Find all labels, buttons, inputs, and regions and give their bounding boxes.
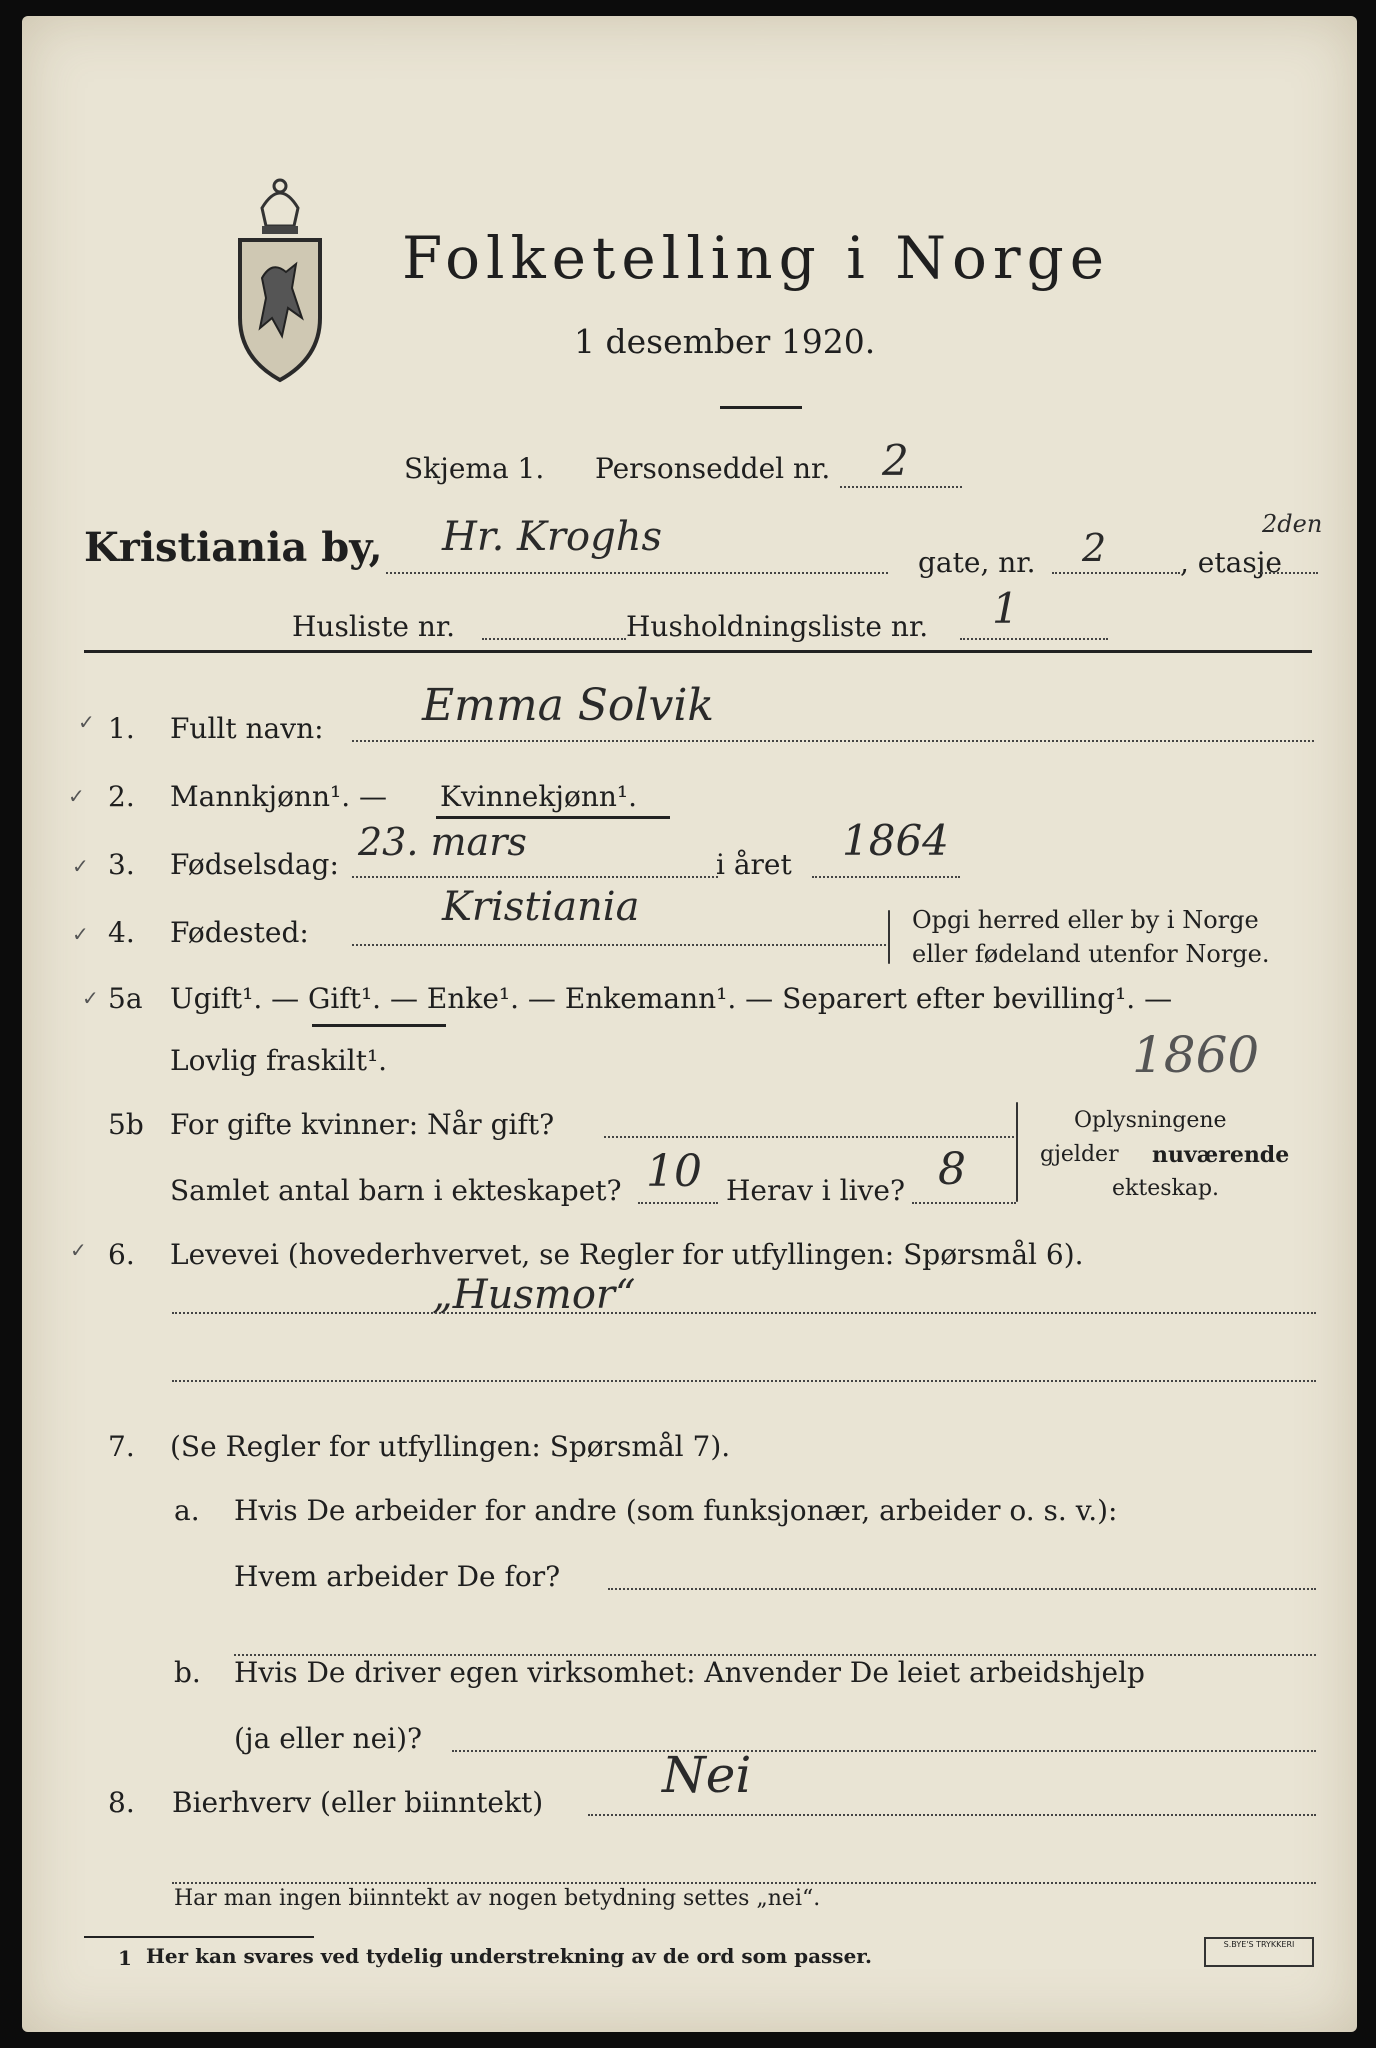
q4-note-line2: eller fødeland utenfor Norge.: [912, 940, 1270, 968]
q4-label: Fødested:: [170, 916, 309, 949]
coat-of-arms-icon: [232, 168, 328, 388]
marriage-year-note: 1860: [1132, 1026, 1260, 1084]
hired-help-field[interactable]: [452, 1750, 1316, 1752]
q6-label: Levevei (hovederhvervet, se Regler for utfyllingen: Spørsmål 6).: [170, 1238, 1084, 1271]
q5a-number: 5a: [108, 982, 143, 1015]
gate-number-field[interactable]: 2: [1082, 526, 1107, 570]
q5b-note-line2b: nuværende: [1152, 1142, 1290, 1168]
q7b-question: (ja eller nei)?: [234, 1722, 423, 1755]
q7a-text: Hvis De arbeider for andre (som funksjonær, arbeider o. s. v.):: [234, 1494, 1118, 1527]
q4-number: 4.: [108, 916, 135, 949]
q4-note-line1: Opgi herred eller by i Norge: [912, 906, 1259, 934]
alive-label: Herav i live?: [726, 1174, 905, 1207]
q5b-label: For gifte kvinner: Når gift?: [170, 1108, 555, 1141]
personseddel-number[interactable]: 2: [882, 436, 909, 485]
etasje-field[interactable]: 2den: [1262, 510, 1323, 538]
selection-underline: [436, 816, 670, 819]
q1-label: Fullt navn:: [170, 712, 324, 745]
personseddel-label: Personseddel nr.: [595, 452, 831, 485]
title-divider: [720, 406, 802, 409]
footnote-text: Her kan svares ved tydelig understrekning av de ord som passer.: [146, 1944, 872, 1968]
check-mark-icon: ✓: [82, 986, 99, 1010]
form-title: Folketelling i Norge: [402, 224, 1111, 292]
q3-label: Fødselsdag:: [170, 848, 339, 881]
q7b-letter: b.: [174, 1656, 201, 1689]
birth-year-field[interactable]: 1864: [842, 816, 949, 865]
check-mark-icon: ✓: [68, 784, 85, 808]
city-label: Kristiania by,: [84, 524, 383, 571]
printer-stamp: S.BYE'S TRYKKERI: [1204, 1937, 1314, 1967]
q5b-note-line1: Oplysningene: [1074, 1108, 1227, 1133]
birthday-field[interactable]: 23. mars: [358, 820, 527, 864]
q8-label: Bierhverv (eller biinntekt): [172, 1786, 544, 1819]
q5b-note-line2a: gjelder: [1040, 1142, 1119, 1167]
check-mark-icon: ✓: [72, 922, 89, 946]
q5b-note-line3: ekteskap.: [1112, 1176, 1220, 1201]
option-female[interactable]: Kvinnekjønn¹.: [440, 780, 638, 813]
children-label: Samlet antal barn i ekteskapet?: [170, 1174, 622, 1207]
q7b-text: Hvis De driver egen virksomhet: Anvender De leiet arbeidshjelp: [234, 1656, 1145, 1689]
husholdningsliste-label: Husholdningsliste nr.: [626, 610, 929, 643]
q7-number: 7.: [108, 1430, 135, 1463]
birthplace-field[interactable]: Kristiania: [442, 884, 640, 930]
marital-status-options[interactable]: Ugift¹. — Gift¹. — Enke¹. — Enkemann¹. — Separert efter bevilling¹. —: [170, 982, 1173, 1015]
employer-field[interactable]: [608, 1588, 1316, 1590]
occupation-field[interactable]: „Husmor“: [432, 1272, 636, 1318]
census-form-page: [22, 16, 1357, 2032]
q1-number: 1.: [108, 712, 135, 745]
check-mark-icon: ✓: [70, 1238, 87, 1262]
q7a-letter: a.: [174, 1494, 200, 1527]
year-label: i året: [716, 848, 792, 881]
marital-status-options-2[interactable]: Lovlig fraskilt¹.: [170, 1044, 388, 1077]
check-mark-icon: ✓: [78, 710, 95, 734]
husholdningsliste-field[interactable]: 1: [992, 584, 1019, 633]
street-name-field[interactable]: Hr. Kroghs: [442, 514, 663, 560]
census-date: 1 desember 1920.: [574, 322, 876, 361]
header-divider: [84, 650, 1312, 653]
q5b-number: 5b: [108, 1108, 144, 1141]
selection-underline: [312, 1024, 446, 1027]
q6-number: 6.: [108, 1238, 135, 1271]
full-name-field[interactable]: Emma Solvik: [422, 680, 715, 731]
children-alive-field[interactable]: 8: [938, 1144, 966, 1195]
side-income-field[interactable]: Nei: [662, 1746, 752, 1804]
gate-label: gate, nr.: [918, 546, 1036, 579]
children-count-field[interactable]: 10: [646, 1146, 702, 1197]
check-mark-icon: ✓: [72, 854, 89, 878]
q7a-question: Hvem arbeider De for?: [234, 1560, 561, 1593]
option-male[interactable]: Mannkjønn¹. —: [170, 780, 388, 813]
husliste-label: Husliste nr.: [292, 610, 456, 643]
q3-number: 3.: [108, 848, 135, 881]
etasje-label: , etasje: [1180, 546, 1282, 579]
footer-note: Har man ingen biinntekt av nogen betydning settes „nei“.: [174, 1886, 821, 1911]
footnote-number: 1: [118, 1946, 132, 1970]
q8-number: 8.: [108, 1786, 135, 1819]
skjema-label: Skjema 1.: [404, 452, 545, 485]
q7-label: (Se Regler for utfyllingen: Spørsmål 7).: [170, 1430, 731, 1463]
q2-number: 2.: [108, 780, 135, 813]
footnote-rule: [84, 1936, 314, 1938]
